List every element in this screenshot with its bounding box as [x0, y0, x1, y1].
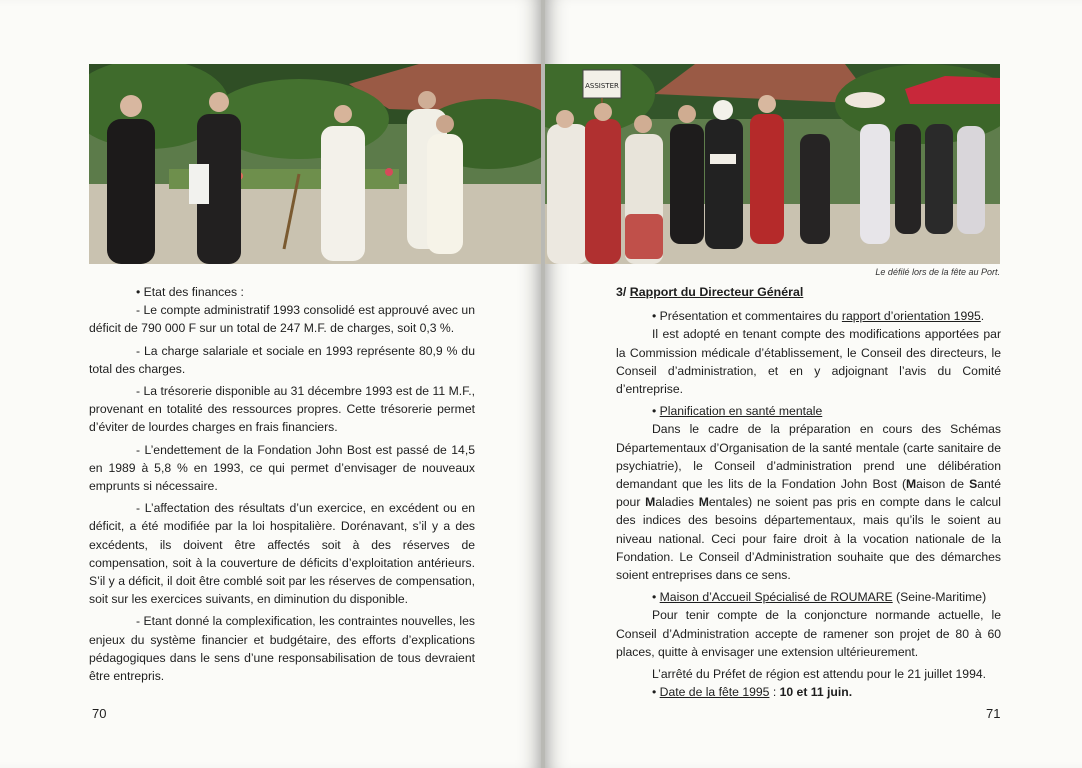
adoption-paragraph: Il est adopté en tenant compte des modifications apportées par la Commission médicale d’établissement, le Conseil des directeurs, le Conseil d’administration, et en y adjoignant l’avis du Comité d’entreprise. [616, 327, 1001, 397]
mental-health-paragraph [616, 420, 1001, 584]
finance-paragraph: - La trésorerie disponible au 31 décembre 1993 est de 11 M.F., provenant en totalité des ressources propres. Cette trésorerie permet d’éviter de lourdes charges en frais financiers. [89, 384, 475, 435]
bold-initial: M [645, 495, 656, 510]
text-segment: aladies [655, 495, 699, 510]
page-number-right: 71 [986, 706, 1001, 721]
section-number: 3/ [616, 285, 627, 299]
photo-parade-left [89, 64, 541, 264]
finance-heading: • Etat des finances : [136, 285, 244, 299]
bullet-text: • [652, 685, 660, 700]
mental-health-label: Planification en santé mentale [659, 404, 823, 419]
punctuation: . [980, 309, 985, 324]
text-segment: entales) ne soient pas pris en compte dans le calcul des indices des besoins départementaux, mais qu’ils le soient au niveau national. Ceci pour faire droit à la vocation nationale de la Fondation. Le Conseil d’Administration souhaite que des démarches soient entreprises dans ce sens. [616, 495, 1002, 583]
text-segment: Dans le cadre de la préparation en cours des Schémas Départementaux d’Organisation de la santé mentale (carte sanitaire de psychiatrie), le Conseil d’administration prend une délibération demandant que les lits de la Fondation John Bost ( [616, 422, 1001, 492]
finance-paragraph: - L’affectation des résultats d’un exercice, en excédent ou en déficit, a été modifiée par la loi hospitalière. Dorénavant, s’il y a des excédents, ils doivent être affectés soit à des réserves de compensation, soit à la couverture de déficits d’exploitation antérieurs. S’il y a déficit, il doit être comblé soit par les réserves de compensation, soit sur les exercices suivants, en diminution du disponible. [89, 501, 475, 607]
orientation-paragraph [616, 307, 1001, 325]
mental-health-bullet [616, 402, 1001, 420]
parade-photo-left [89, 64, 541, 264]
roumare-label: Maison d’Accueil Spécialisé de ROUMARE [659, 590, 893, 605]
bullet-text: • [652, 404, 660, 419]
right-page-body [616, 283, 1001, 701]
bold-initial: M [698, 495, 709, 510]
photo-caption: Le défilé lors de la fête au Port. [875, 267, 1000, 277]
text-segment: anté pour [616, 477, 1001, 510]
party-date-label: Date de la fête 1995 [659, 685, 770, 700]
text-segment: aison de [916, 477, 970, 492]
separator: : [769, 685, 780, 700]
left-page-body [89, 283, 475, 685]
bullet-text: • Présentation et commentaires du [652, 309, 842, 324]
party-date-bullet [616, 683, 1001, 701]
bold-initial: M [906, 477, 917, 492]
sign-text: ASSISTER [585, 82, 619, 90]
parade-photo-right [545, 64, 1000, 264]
right-page [545, 0, 1082, 768]
roumare-bullet [616, 588, 1001, 606]
page-number-left: 70 [92, 706, 107, 721]
finance-paragraph: - Etant donné la complexification, les contraintes nouvelles, les enjeux du système financier et budgétaire, des efforts d’explications pédagogiques dans le sens d’une responsabilisation de tous devraient être entrepris. [89, 614, 475, 684]
photo-parade-right [545, 64, 1000, 264]
finance-paragraph: - L’endettement de la Fondation John Bost est passé de 14,5 en 1989 à 5,8 % en 1993, ce qui permet d’envisager de nouveaux emprunts si nécessaire. [89, 442, 475, 494]
bold-initial: S [969, 477, 978, 492]
region-text: (Seine-Maritime) [892, 590, 987, 605]
party-date-value: 10 et 11 juin. [779, 685, 853, 700]
finance-paragraph: - Le compte administratif 1993 consolidé est approuvé avec un déficit de 790 000 F sur un total de 247 M.F. de charges, soit 0,3 %. [89, 303, 475, 336]
prefect-paragraph: L’arrêté du Préfet de région est attendu pour le 21 juillet 1994. [652, 667, 987, 682]
roumare-paragraph: Pour tenir compte de la conjoncture normande actuelle, le Conseil d’Administration accepte de ramener son projet de 80 à 60 places, quitte à envisager une extension ultérieurement. [616, 608, 1001, 659]
finance-paragraph: - La charge salariale et sociale en 1993 représente 80,9 % du total des charges. [89, 343, 475, 376]
section-heading [616, 283, 1001, 301]
bullet-text: • [652, 590, 660, 605]
orientation-report-label: rapport d’orientation 1995 [841, 309, 981, 324]
section-title: Rapport du Directeur Général [629, 285, 804, 299]
